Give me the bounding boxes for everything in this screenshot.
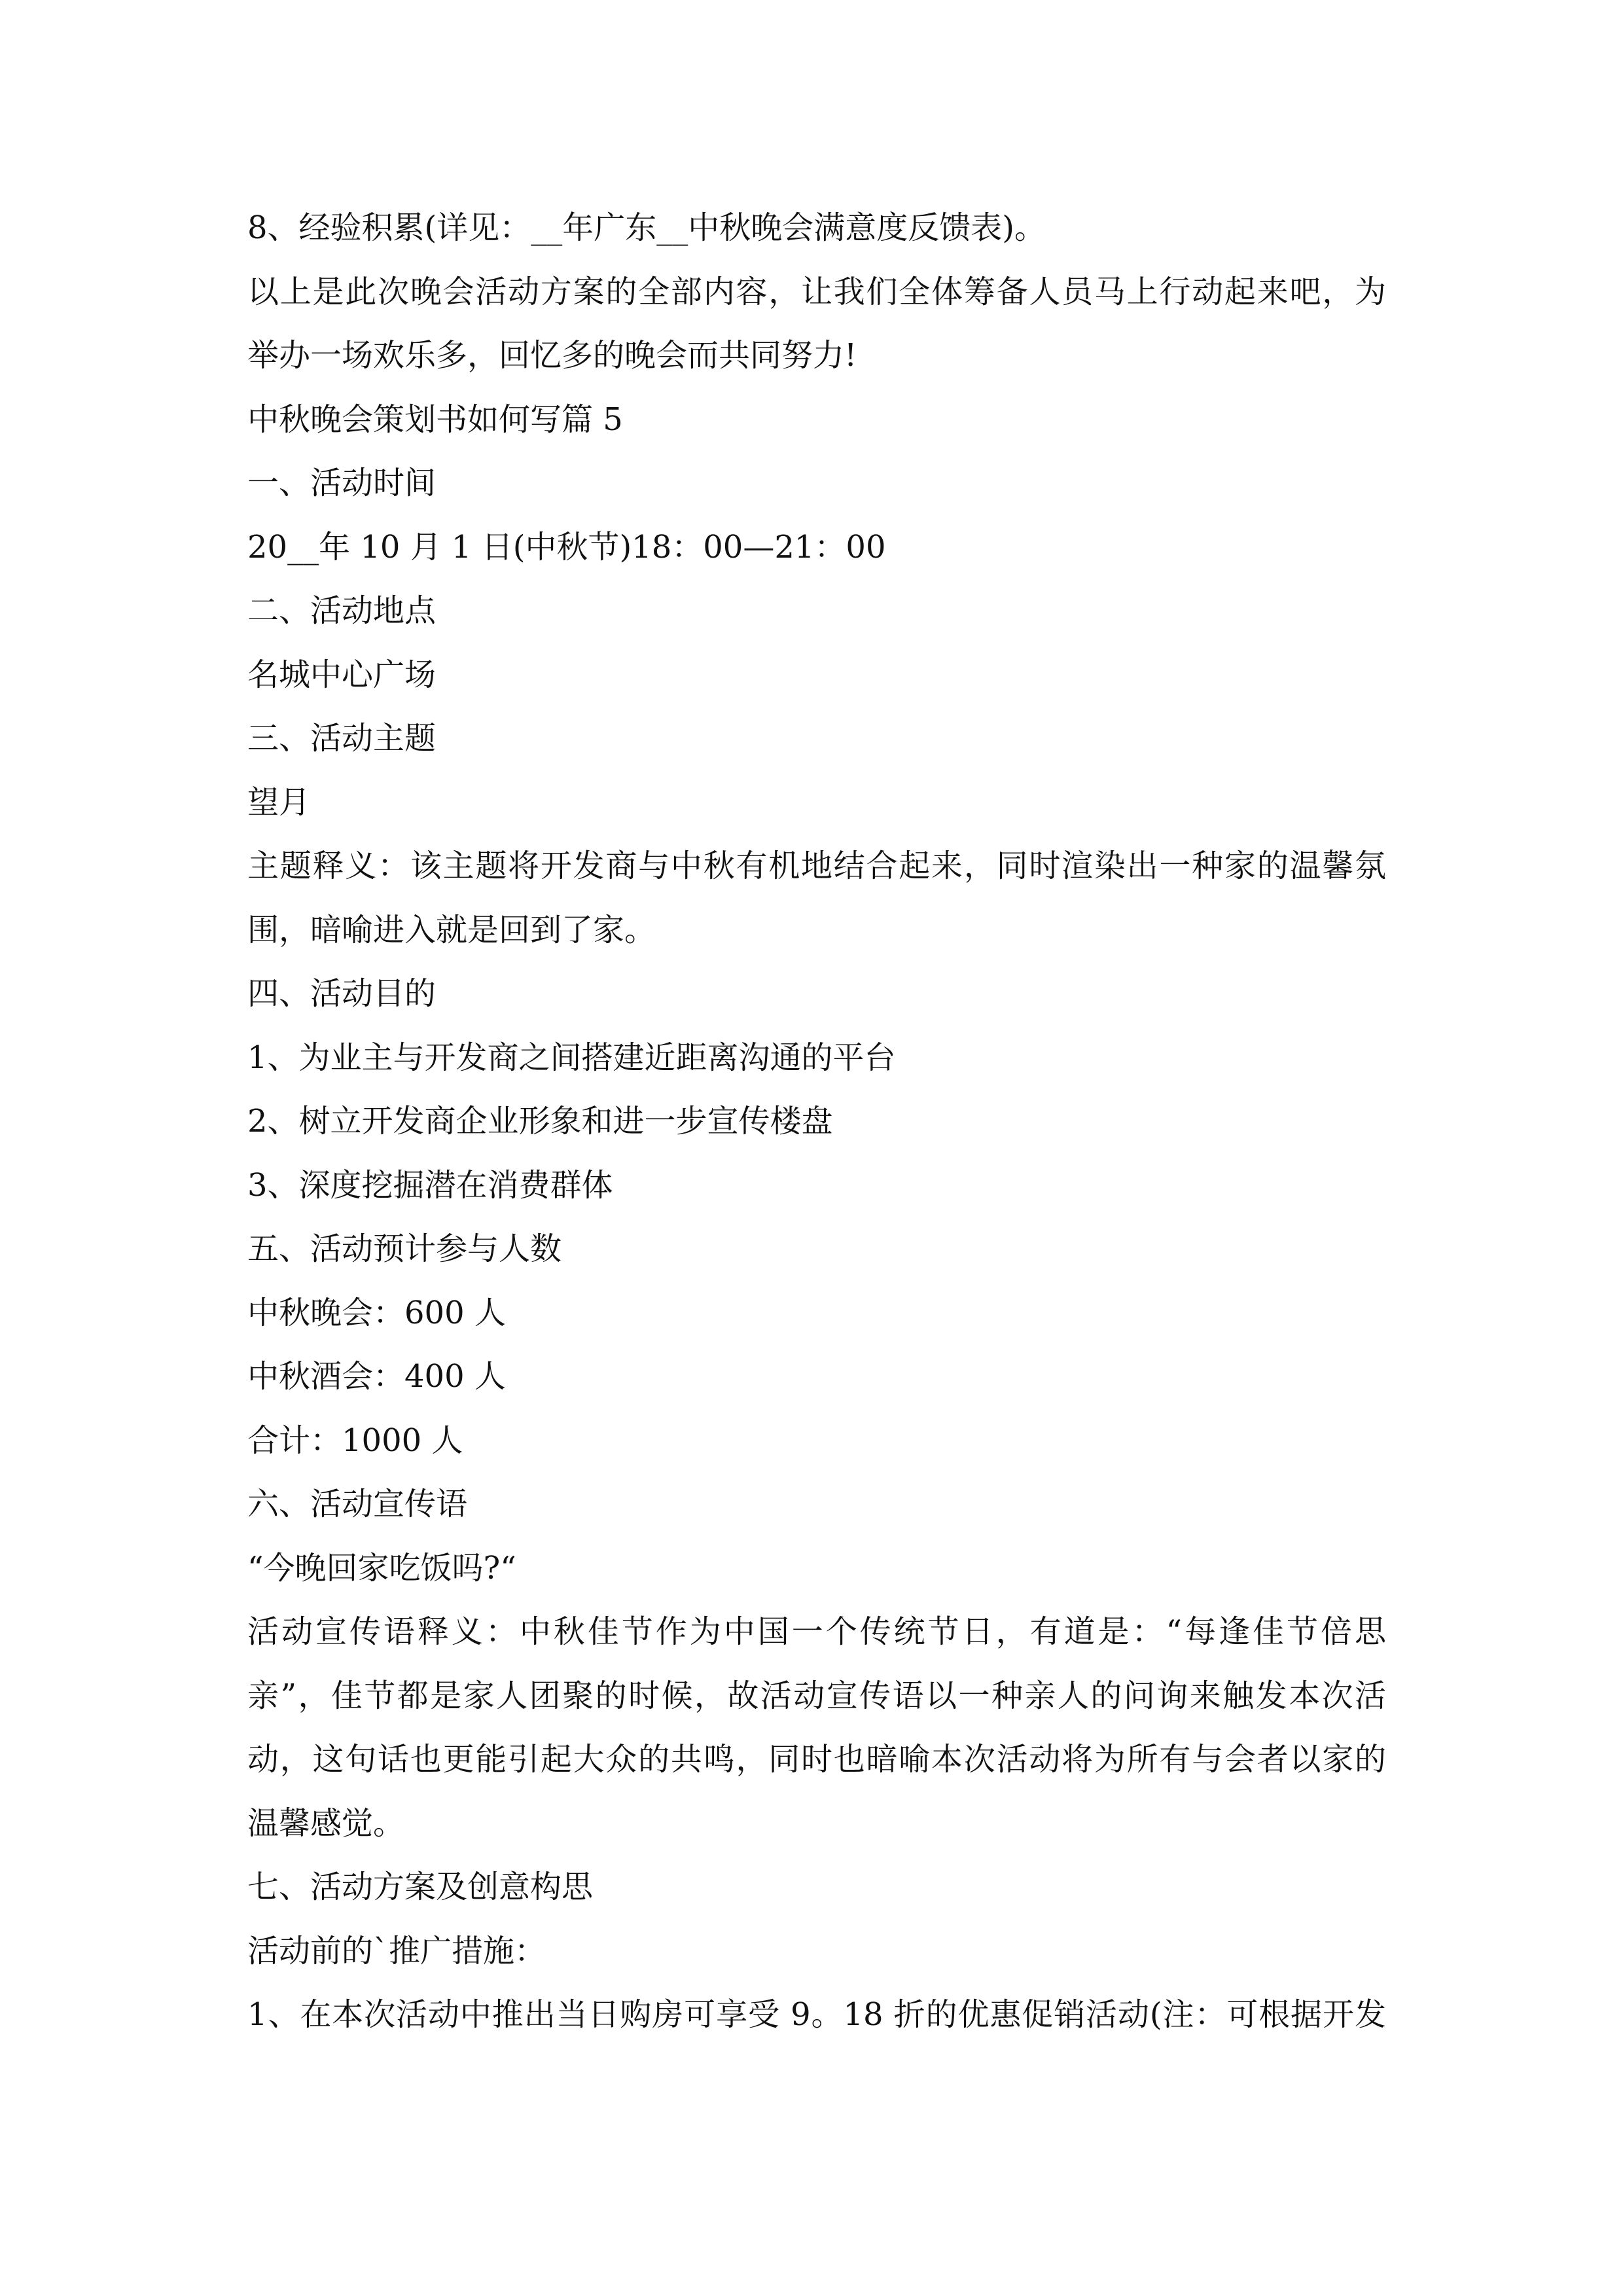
section-heading: 四、活动目的 — [247, 975, 437, 1012]
text-line: 亲”，佳节都是家人团聚的时候，故活动宣传语以一种亲人的问询来触发本次活 — [247, 1677, 1386, 1714]
section-heading: 五、活动预计参与人数 — [247, 1230, 562, 1267]
slogan-line: “今晚回家吃饭吗?“ — [247, 1549, 516, 1587]
section-heading: 七、活动方案及创意构思 — [247, 1869, 594, 1905]
text-line: 主题释义：该主题将开发商与中秋有机地结合起来，同时渲染出一种家的温馨氛 — [247, 848, 1386, 884]
section-heading: 二、活动地点 — [247, 592, 437, 629]
document-body — [247, 196, 1386, 2047]
text-line: 围，暗喻进入就是回到了家。 — [247, 911, 656, 948]
text-line: 动，这句话也更能引起大众的共鸣，同时也暗喻本次活动将为所有与会者以家的 — [247, 1741, 1386, 1778]
section-heading: 三、活动主题 — [247, 720, 437, 757]
list-item: 1、为业主与开发商之间搭建近距离沟通的平台 — [247, 1039, 896, 1076]
text-line: 20__年 10 月 1 日(中秋节)18：00—21：00 — [247, 528, 886, 565]
text-line: 温馨感觉。 — [247, 1804, 405, 1842]
text-line: 以上是此次晚会活动方案的全部内容，让我们全体筹备人员马上行动起来吧，为 — [247, 273, 1386, 310]
list-item: 2、树立开发商企业形象和进一步宣传楼盘 — [247, 1103, 833, 1139]
section-heading: 中秋晚会策划书如何写篇 5 — [247, 401, 623, 438]
text-line: 合计：1000 人 — [247, 1422, 463, 1459]
text-line: 活动前的`推广措施： — [247, 1932, 546, 1969]
text-line: 活动宣传语释义：中秋佳节作为中国一个传统节日，有道是：“每逢佳节倍思 — [247, 1613, 1386, 1650]
text-line: 中秋酒会：400 人 — [247, 1358, 506, 1395]
list-item: 3、深度挖掘潜在消费群体 — [247, 1166, 613, 1204]
section-heading: 六、活动宣传语 — [247, 1486, 468, 1522]
text-line: 8、经验积累(详见：__年广东__中秋晚会满意度反馈表)。 — [247, 209, 1046, 246]
text-line: 名城中心广场 — [247, 656, 437, 693]
text-line: 举办一场欢乐多，回忆多的晚会而共同努力! — [247, 337, 857, 374]
list-item: 1、在本次活动中推出当日购房可享受 9。18 折的优惠促销活动(注：可根据开发 — [247, 1996, 1386, 2033]
text-line: 中秋晚会：600 人 — [247, 1294, 506, 1331]
section-heading: 一、活动时间 — [247, 465, 437, 501]
text-line: 望月 — [247, 783, 311, 821]
